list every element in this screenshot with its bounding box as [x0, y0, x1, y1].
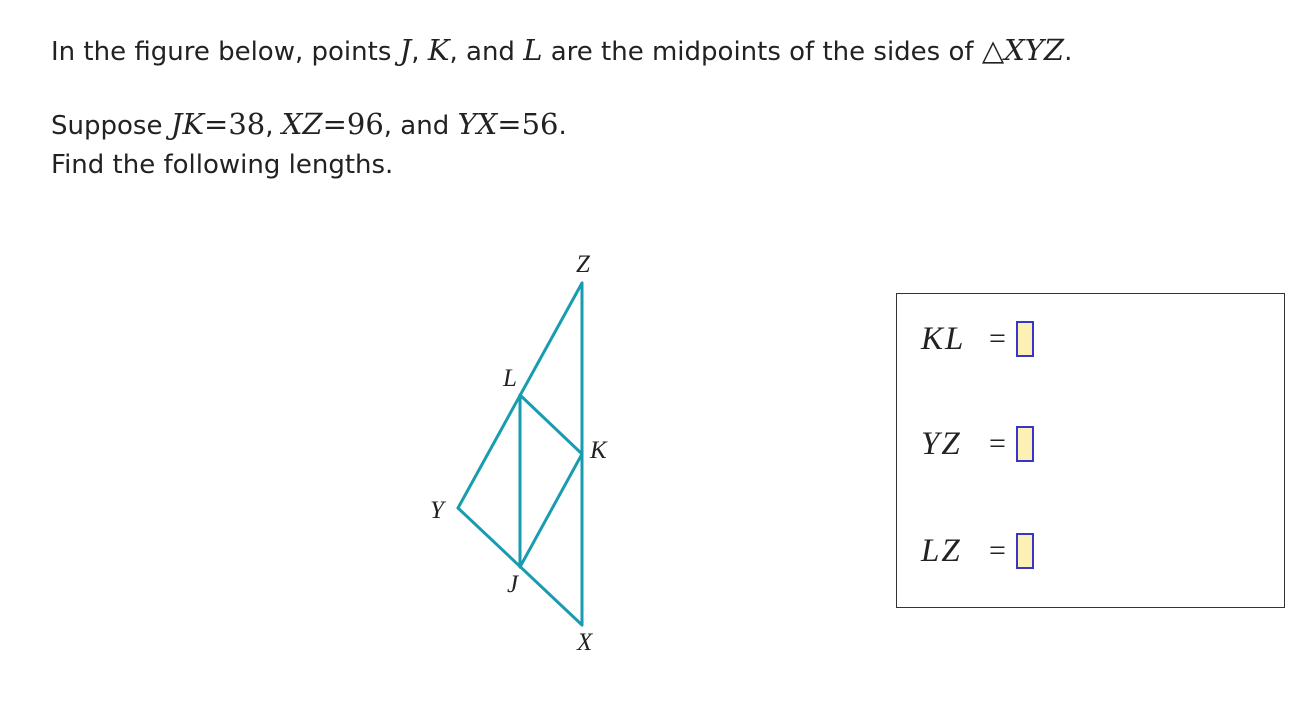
text-fragment: , — [411, 37, 428, 67]
problem-statement-line-2 — [51, 107, 567, 143]
value-yx: 56 — [521, 107, 559, 141]
text-fragment: In the figure below, points — [51, 37, 400, 67]
vertex-k-label: K — [590, 437, 607, 464]
answer-panel — [896, 293, 1285, 608]
triangle-figure — [400, 240, 640, 670]
equals-sign: = — [497, 107, 522, 141]
kl-answer-input[interactable] — [1016, 321, 1034, 357]
segment-jk: JK — [170, 107, 205, 141]
text-fragment: . — [1064, 37, 1073, 67]
lz-answer-input[interactable] — [1016, 533, 1034, 569]
vertex-l-label: L — [503, 365, 517, 392]
triangle-icon: △ — [981, 33, 1005, 67]
problem-statement-line-1 — [51, 33, 1072, 69]
text-fragment: are the midpoints of the sides of — [542, 37, 982, 67]
vertex-z-label: Z — [576, 251, 590, 278]
segment-lk — [520, 395, 582, 454]
answer-row-yz — [921, 419, 1034, 469]
answer-label-yz: YZ — [921, 425, 962, 462]
answer-row-kl — [921, 314, 1034, 364]
yz-answer-input[interactable] — [1016, 426, 1034, 462]
equals-sign: = — [989, 322, 1006, 355]
text-fragment: . — [558, 111, 567, 141]
answer-row-lz — [921, 526, 1034, 576]
instruction-text: Find the following lengths. — [51, 150, 394, 180]
segment-kj — [520, 454, 582, 567]
text-fragment: , and — [383, 111, 458, 141]
answer-label-kl: KL — [921, 320, 966, 357]
answer-label-lz: LZ — [921, 532, 962, 569]
point-k-label: K — [427, 33, 450, 67]
equals-sign: = — [989, 427, 1006, 460]
point-j-label: J — [399, 33, 412, 67]
equals-sign: = — [989, 534, 1006, 567]
value-xz: 96 — [346, 107, 384, 141]
point-l-label: L — [523, 33, 543, 67]
equals-sign: = — [322, 107, 347, 141]
vertex-j-label: J — [507, 571, 519, 598]
text-fragment: Suppose — [51, 111, 171, 141]
text-fragment: , and — [449, 37, 524, 67]
vertex-y-label: Y — [430, 497, 444, 524]
segment-xz: XZ — [281, 107, 323, 141]
segment-yx: YX — [457, 107, 498, 141]
equals-sign: = — [204, 107, 229, 141]
text-fragment: , — [265, 111, 282, 141]
vertex-x-label: X — [577, 629, 593, 656]
value-jk: 38 — [228, 107, 266, 141]
triangle-name: XYZ — [1004, 33, 1065, 67]
